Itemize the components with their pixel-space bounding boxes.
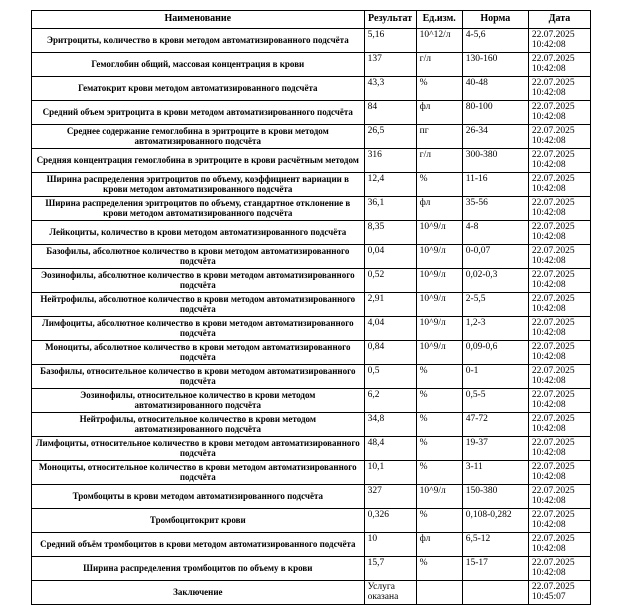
- unit-cell: фл: [416, 196, 462, 220]
- norm-cell: 0,02-0,3: [462, 268, 528, 292]
- unit-cell: %: [416, 436, 462, 460]
- column-header-norm: Норма: [462, 11, 528, 29]
- table-row: [32, 124, 591, 148]
- unit-cell: 10^9/л: [416, 292, 462, 316]
- result-cell: 137: [364, 52, 416, 76]
- date-value: 22.07.2025: [531, 293, 575, 304]
- date-value: 22.07.2025: [531, 77, 575, 88]
- unit-cell: фл: [416, 532, 462, 556]
- time-value: 10:42:08: [531, 352, 566, 362]
- test-name-cell: Тромбоцитокрит крови: [32, 508, 365, 532]
- norm-cell: 0,5-5: [462, 388, 528, 412]
- date-value: 22.07.2025: [531, 125, 575, 136]
- unit-cell: 10^9/л: [416, 268, 462, 292]
- unit-cell: [416, 580, 462, 604]
- unit-cell: 10^9/л: [416, 340, 462, 364]
- result-cell: 4,04: [364, 316, 416, 340]
- result-cell: 43,3: [364, 76, 416, 100]
- table-row: [32, 556, 591, 580]
- norm-cell: 80-100: [462, 100, 528, 124]
- table-row: [32, 100, 591, 124]
- norm-cell: 1,2-3: [462, 316, 528, 340]
- date-value: 22.07.2025: [531, 221, 575, 232]
- date-cell: [528, 460, 590, 484]
- date-cell: [528, 244, 590, 268]
- test-name-cell: Средняя концентрация гемоглобина в эритроците в крови расчётным методом: [32, 148, 365, 172]
- time-value: 10:42:08: [531, 568, 566, 578]
- table-row: [32, 316, 591, 340]
- unit-cell: %: [416, 412, 462, 436]
- norm-cell: 4-5,6: [462, 28, 528, 52]
- norm-cell: 11-16: [462, 172, 528, 196]
- table-row: [32, 52, 591, 76]
- table-row: [32, 76, 591, 100]
- unit-cell: г/л: [416, 148, 462, 172]
- date-value: 22.07.2025: [531, 197, 575, 208]
- result-cell: 6,2: [364, 388, 416, 412]
- norm-cell: 0,108-0,282: [462, 508, 528, 532]
- date-cell: [528, 124, 590, 148]
- time-value: 10:42:08: [531, 112, 566, 122]
- table-row: [32, 340, 591, 364]
- table-row: [32, 364, 591, 388]
- norm-cell: 150-380: [462, 484, 528, 508]
- date-value: 22.07.2025: [531, 341, 575, 352]
- table-row: [32, 460, 591, 484]
- result-cell: 0,52: [364, 268, 416, 292]
- date-cell: [528, 52, 590, 76]
- time-value: 10:42:08: [531, 88, 566, 98]
- time-value: 10:42:08: [531, 496, 566, 506]
- unit-cell: %: [416, 172, 462, 196]
- date-cell: [528, 388, 590, 412]
- date-value: 22.07.2025: [531, 533, 575, 544]
- date-cell: [528, 220, 590, 244]
- column-header-date: Дата: [528, 11, 590, 29]
- test-name-cell: Эозинофилы, относительное количество в крови методом автоматизированного подсчёта: [32, 388, 365, 412]
- unit-cell: %: [416, 76, 462, 100]
- date-cell: [528, 340, 590, 364]
- result-cell: 48,4: [364, 436, 416, 460]
- date-cell: [528, 28, 590, 52]
- unit-cell: %: [416, 508, 462, 532]
- unit-cell: фл: [416, 100, 462, 124]
- date-cell: [528, 76, 590, 100]
- lab-results-table-container: [31, 10, 591, 605]
- time-value: 10:45:07: [531, 592, 566, 602]
- date-cell: [528, 364, 590, 388]
- result-cell: 5,16: [364, 28, 416, 52]
- date-cell: [528, 172, 590, 196]
- time-value: 10:42:08: [531, 256, 566, 266]
- test-name-cell: Гематокрит крови методом автоматизированного подсчёта: [32, 76, 365, 100]
- result-cell: 327: [364, 484, 416, 508]
- unit-cell: 10^9/л: [416, 316, 462, 340]
- date-value: 22.07.2025: [531, 173, 575, 184]
- result-cell: 84: [364, 100, 416, 124]
- date-value: 22.07.2025: [531, 317, 575, 328]
- result-cell: 36,1: [364, 196, 416, 220]
- norm-cell: 0-1: [462, 364, 528, 388]
- norm-cell: [462, 580, 528, 604]
- test-name-cell: Базофилы, относительное количество в крови методом автоматизированного подсчёта: [32, 364, 365, 388]
- table-row: [32, 508, 591, 532]
- date-cell: [528, 436, 590, 460]
- table-row: [32, 172, 591, 196]
- result-cell: 2,91: [364, 292, 416, 316]
- table-body: [32, 28, 591, 604]
- date-value: 22.07.2025: [531, 365, 575, 376]
- test-name-cell: Эозинофилы, абсолютное количество в крови методом автоматизированного подсчёта: [32, 268, 365, 292]
- test-name-cell: Гемоглобин общий, массовая концентрация в крови: [32, 52, 365, 76]
- date-value: 22.07.2025: [531, 437, 575, 448]
- date-cell: [528, 292, 590, 316]
- norm-cell: 19-37: [462, 436, 528, 460]
- test-name-cell: Ширина распределения эритроцитов по объему, коэффициент вариации в крови методом автоматизированного подсчёта: [32, 172, 365, 196]
- table-row: [32, 244, 591, 268]
- norm-cell: 130-160: [462, 52, 528, 76]
- test-name-cell: Лейкоциты, количество в крови методом автоматизированного подсчёта: [32, 220, 365, 244]
- date-value: 22.07.2025: [531, 29, 575, 40]
- date-value: 22.07.2025: [531, 149, 575, 160]
- result-cell: 0,5: [364, 364, 416, 388]
- time-value: 10:42:08: [531, 160, 566, 170]
- time-value: 10:42:08: [531, 64, 566, 74]
- date-value: 22.07.2025: [531, 53, 575, 64]
- date-cell: [528, 484, 590, 508]
- norm-cell: 26-34: [462, 124, 528, 148]
- date-value: 22.07.2025: [531, 269, 575, 280]
- test-name-cell: Тромбоциты в крови методом автоматизированного подсчёта: [32, 484, 365, 508]
- date-value: 22.07.2025: [531, 485, 575, 496]
- table-row: [32, 412, 591, 436]
- unit-cell: %: [416, 460, 462, 484]
- time-value: 10:42:08: [531, 328, 566, 338]
- table-row: [32, 484, 591, 508]
- table-header-row: [32, 11, 591, 29]
- table-row: [32, 388, 591, 412]
- result-cell: 10,1: [364, 460, 416, 484]
- test-name-cell: Нейтрофилы, относительное количество в крови методом автоматизированного подсчёта: [32, 412, 365, 436]
- date-value: 22.07.2025: [531, 557, 575, 568]
- result-cell: Услуга оказана: [364, 580, 416, 604]
- table-row: [32, 148, 591, 172]
- time-value: 10:42:08: [531, 136, 566, 146]
- date-value: 22.07.2025: [531, 389, 575, 400]
- test-name-cell: Среднее содержание гемоглобина в эритроците в крови методом автоматизированного подсчёта: [32, 124, 365, 148]
- column-header-name: Наименование: [32, 11, 365, 29]
- unit-cell: 10^9/л: [416, 244, 462, 268]
- unit-cell: 10^9/л: [416, 484, 462, 508]
- result-cell: 26,5: [364, 124, 416, 148]
- test-name-cell: Средний объем эритроцита в крови методом автоматизированного подсчёта: [32, 100, 365, 124]
- date-cell: [528, 556, 590, 580]
- column-header-unit: Ед.изм.: [416, 11, 462, 29]
- date-cell: [528, 100, 590, 124]
- result-cell: 0,04: [364, 244, 416, 268]
- unit-cell: %: [416, 556, 462, 580]
- test-name-cell: Ширина распределения тромбоцитов по объему в крови: [32, 556, 365, 580]
- unit-cell: %: [416, 364, 462, 388]
- table-row: [32, 436, 591, 460]
- time-value: 10:42:08: [531, 184, 566, 194]
- norm-cell: 0,09-0,6: [462, 340, 528, 364]
- norm-cell: 4-8: [462, 220, 528, 244]
- result-cell: 0,326: [364, 508, 416, 532]
- test-name-cell: Ширина распределения эритроцитов по объему, стандартное отклонение в крови методом автоматизированного подсчёта: [32, 196, 365, 220]
- time-value: 10:42:08: [531, 280, 566, 290]
- time-value: 10:42:08: [531, 232, 566, 242]
- norm-cell: 40-48: [462, 76, 528, 100]
- table-row: [32, 292, 591, 316]
- table-row: [32, 196, 591, 220]
- unit-cell: пг: [416, 124, 462, 148]
- norm-cell: 15-17: [462, 556, 528, 580]
- date-cell: [528, 508, 590, 532]
- test-name-cell: Моноциты, абсолютное количество в крови методом автоматизированного подсчёта: [32, 340, 365, 364]
- test-name-cell: Лимфоциты, относительное количество в крови методом автоматизированного подсчёта: [32, 436, 365, 460]
- date-cell: [528, 412, 590, 436]
- result-cell: 15,7: [364, 556, 416, 580]
- unit-cell: г/л: [416, 52, 462, 76]
- unit-cell: %: [416, 388, 462, 412]
- norm-cell: 47-72: [462, 412, 528, 436]
- norm-cell: 0-0,07: [462, 244, 528, 268]
- date-cell: [528, 532, 590, 556]
- table-row: [32, 580, 591, 604]
- table-row: [32, 28, 591, 52]
- date-cell: [528, 268, 590, 292]
- test-name-cell: Лимфоциты, абсолютное количество в крови методом автоматизированного подсчёта: [32, 316, 365, 340]
- norm-cell: 2-5,5: [462, 292, 528, 316]
- date-value: 22.07.2025: [531, 461, 575, 472]
- time-value: 10:42:08: [531, 520, 566, 530]
- norm-cell: 300-380: [462, 148, 528, 172]
- time-value: 10:42:08: [531, 208, 566, 218]
- time-value: 10:42:08: [531, 448, 566, 458]
- date-value: 22.07.2025: [531, 581, 575, 592]
- test-name-cell: Заключение: [32, 580, 365, 604]
- time-value: 10:42:08: [531, 400, 566, 410]
- date-cell: [528, 148, 590, 172]
- test-name-cell: Базофилы, абсолютное количество в крови методом автоматизированного подсчёта: [32, 244, 365, 268]
- lab-results-table: [31, 10, 591, 605]
- test-name-cell: Эритроциты, количество в крови методом автоматизированного подсчёта: [32, 28, 365, 52]
- column-header-result: Результат: [364, 11, 416, 29]
- test-name-cell: Нейтрофилы, абсолютное количество в крови методом автоматизированного подсчёта: [32, 292, 365, 316]
- result-cell: 8,35: [364, 220, 416, 244]
- result-cell: 12,4: [364, 172, 416, 196]
- date-value: 22.07.2025: [531, 101, 575, 112]
- time-value: 10:42:08: [531, 472, 566, 482]
- result-cell: 0,84: [364, 340, 416, 364]
- test-name-cell: Средний объём тромбоцитов в крови методом автоматизированного подсчёта: [32, 532, 365, 556]
- date-value: 22.07.2025: [531, 413, 575, 424]
- date-cell: [528, 580, 590, 604]
- unit-cell: 10^12/л: [416, 28, 462, 52]
- date-cell: [528, 196, 590, 220]
- table-row: [32, 268, 591, 292]
- time-value: 10:42:08: [531, 376, 566, 386]
- table-row: [32, 532, 591, 556]
- date-value: 22.07.2025: [531, 245, 575, 256]
- date-value: 22.07.2025: [531, 509, 575, 520]
- result-cell: 34,8: [364, 412, 416, 436]
- time-value: 10:42:08: [531, 40, 566, 50]
- result-cell: 316: [364, 148, 416, 172]
- result-cell: 10: [364, 532, 416, 556]
- norm-cell: 35-56: [462, 196, 528, 220]
- time-value: 10:42:08: [531, 304, 566, 314]
- time-value: 10:42:08: [531, 544, 566, 554]
- test-name-cell: Моноциты, относительное количество в крови методом автоматизированного подсчёта: [32, 460, 365, 484]
- date-cell: [528, 316, 590, 340]
- norm-cell: 6,5-12: [462, 532, 528, 556]
- unit-cell: 10^9/л: [416, 220, 462, 244]
- table-header: [32, 11, 591, 29]
- time-value: 10:42:08: [531, 424, 566, 434]
- table-row: [32, 220, 591, 244]
- norm-cell: 3-11: [462, 460, 528, 484]
